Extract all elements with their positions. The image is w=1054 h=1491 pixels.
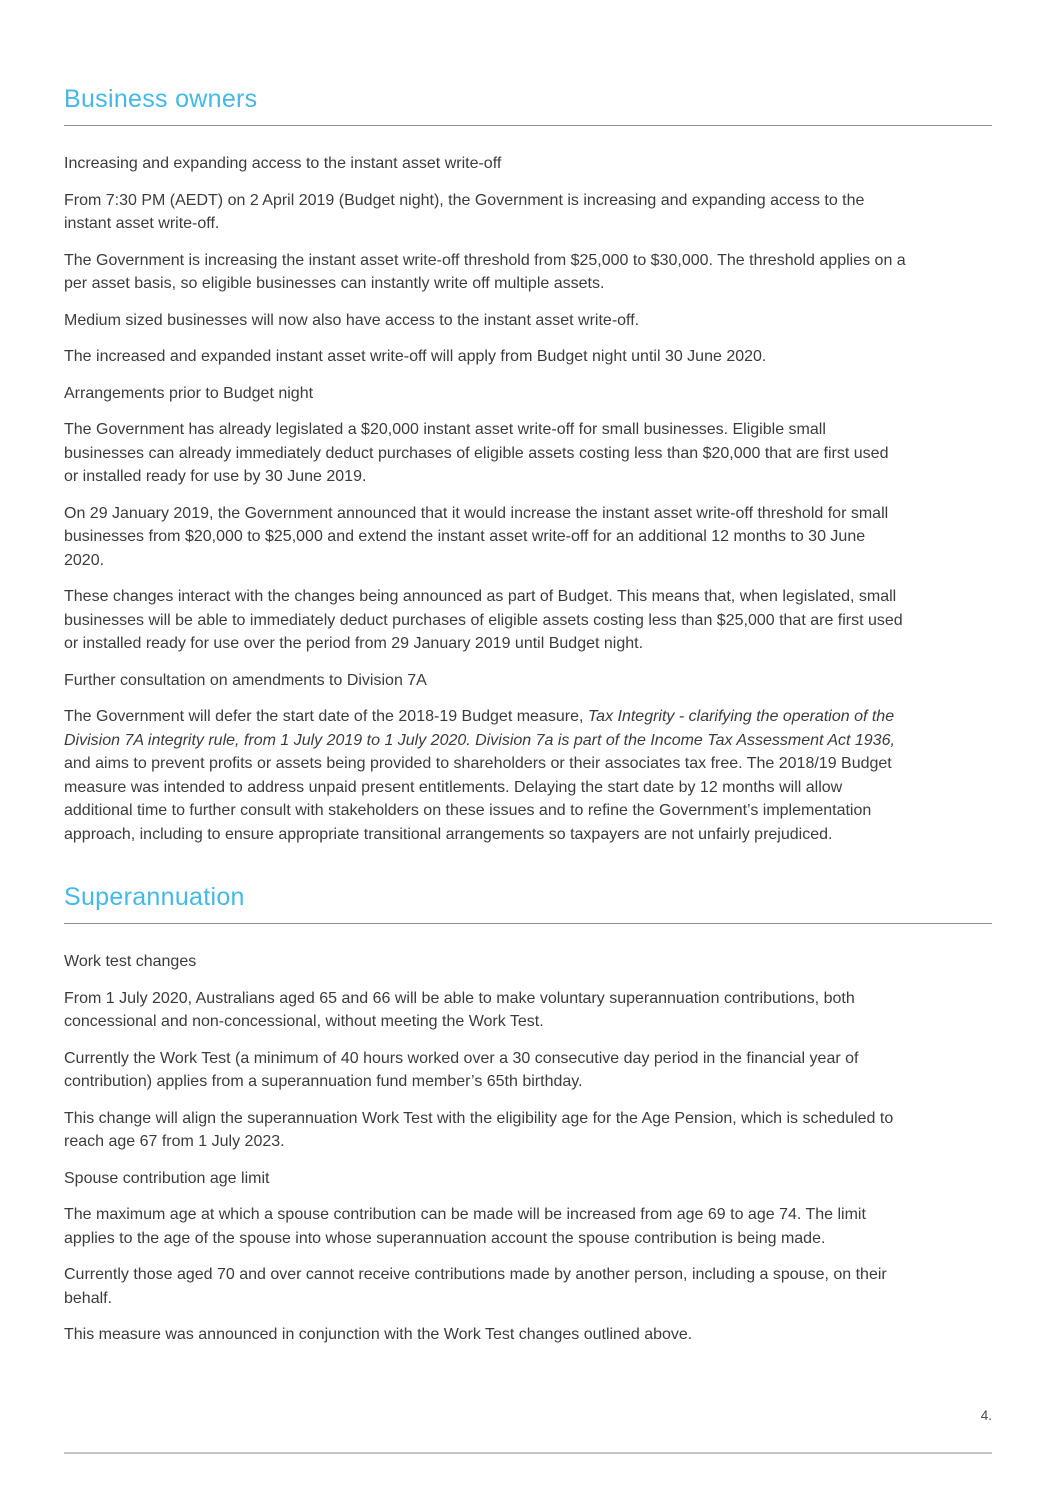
subheading: Spouse contribution age limit: [64, 1169, 270, 1187]
paragraph: From 7:30 PM (AEDT) on 2 April 2019 (Budget night), the Government is increasing and expanding access to the instant asset write-off.: [64, 191, 865, 232]
paragraph: The Government has already legislated a $20,000 instant asset write-off for small businesses. Eligible small businesses can already immediately deduct purchases of eligible assets costing less than $20,000 that are first used or installed ready for use by 30 June 2019.: [64, 421, 889, 485]
section-superannuation: [64, 882, 992, 1347]
subheading: Arrangements prior to Budget night: [64, 384, 314, 402]
paragraph: [64, 705, 906, 846]
section-divider: [64, 125, 992, 126]
document-content: [64, 84, 992, 1360]
paragraph: Currently those aged 70 and over cannot receive contributions made by another person, including a spouse, on their behalf.: [64, 1266, 887, 1307]
section-divider: [64, 923, 992, 924]
paragraph: This measure was announced in conjunction with the Work Test changes outlined above.: [64, 1326, 693, 1343]
paragraph: From 1 July 2020, Australians aged 65 and 66 will be able to make voluntary superannuation contributions, both concessional and non-concessional, without meeting the Work Test.: [64, 989, 855, 1030]
subheading: Further consultation on amendments to Division 7A: [64, 671, 427, 689]
text-run: The Government will defer the start date of the 2018-19 Budget measure,: [64, 708, 588, 725]
page-number: 4.: [980, 1408, 992, 1423]
paragraph: Medium sized businesses will now also have access to the instant asset write-off.: [64, 311, 640, 329]
text-run: and aims to prevent profits or assets being provided to shareholders or their associates tax free. The 2018/19 Budget measure was intended to address unpaid present entitlements. Delaying the start date by 12 months will allow additional time to further consult with stakeholders on these issues and to refine the Government’s implementation approach, including to ensure appropriate transitional arrangements so taxpayers are not unfairly prejudiced.: [64, 755, 892, 843]
section-title: Superannuation: [64, 883, 245, 911]
paragraph: These changes interact with the changes being announced as part of Budget. This means that, when legislated, small businesses will be able to immediately deduct purchases of eligible assets costing less than $25,000 that are first used or installed ready for use over the period from 29 January 2019 until Budget night.: [64, 588, 903, 652]
paragraph: On 29 January 2019, the Government announced that it would increase the instant asset write-off threshold for small businesses from $20,000 to $25,000 and extend the instant asset write-off for an additional 12 months to 30 June 2020.: [64, 504, 889, 569]
paragraph: The maximum age at which a spouse contribution can be made will be increased from age 69 to age 74. The limit applies to the age of the spouse into whose superannuation account the spouse contribution is being made.: [64, 1206, 866, 1247]
paragraph: Currently the Work Test (a minimum of 40 hours worked over a 30 consecutive day period in the financial year of contribution) applies from a superannuation fund member’s 65th birthday.: [64, 1049, 859, 1090]
paragraph: The Government is increasing the instant asset write-off threshold from $25,000 to $30,000. The threshold applies on a per asset basis, so eligible businesses can instantly write off multiple assets.: [64, 251, 906, 292]
paragraph: This change will align the superannuation Work Test with the eligibility age for the Age Pension, which is scheduled to reach age 67 from 1 July 2023.: [64, 1109, 894, 1150]
paragraph: The increased and expanded instant asset write-off will apply from Budget night until 30 June 2020.: [64, 348, 767, 365]
section-business-owners: [64, 84, 992, 846]
footer-divider: [64, 1452, 992, 1454]
subheading: Work test changes: [64, 953, 197, 970]
italic-text-run: Tax Integrity - clarifying the operation of the Division 7A integrity rule, from 1 July 2019 to 1 July 2020. Division 7a is part of the Income Tax Assessment Act 1936,: [64, 708, 895, 749]
subheading: Increasing and expanding access to the instant asset write-off: [64, 155, 502, 172]
section-title: Business owners: [64, 85, 258, 113]
